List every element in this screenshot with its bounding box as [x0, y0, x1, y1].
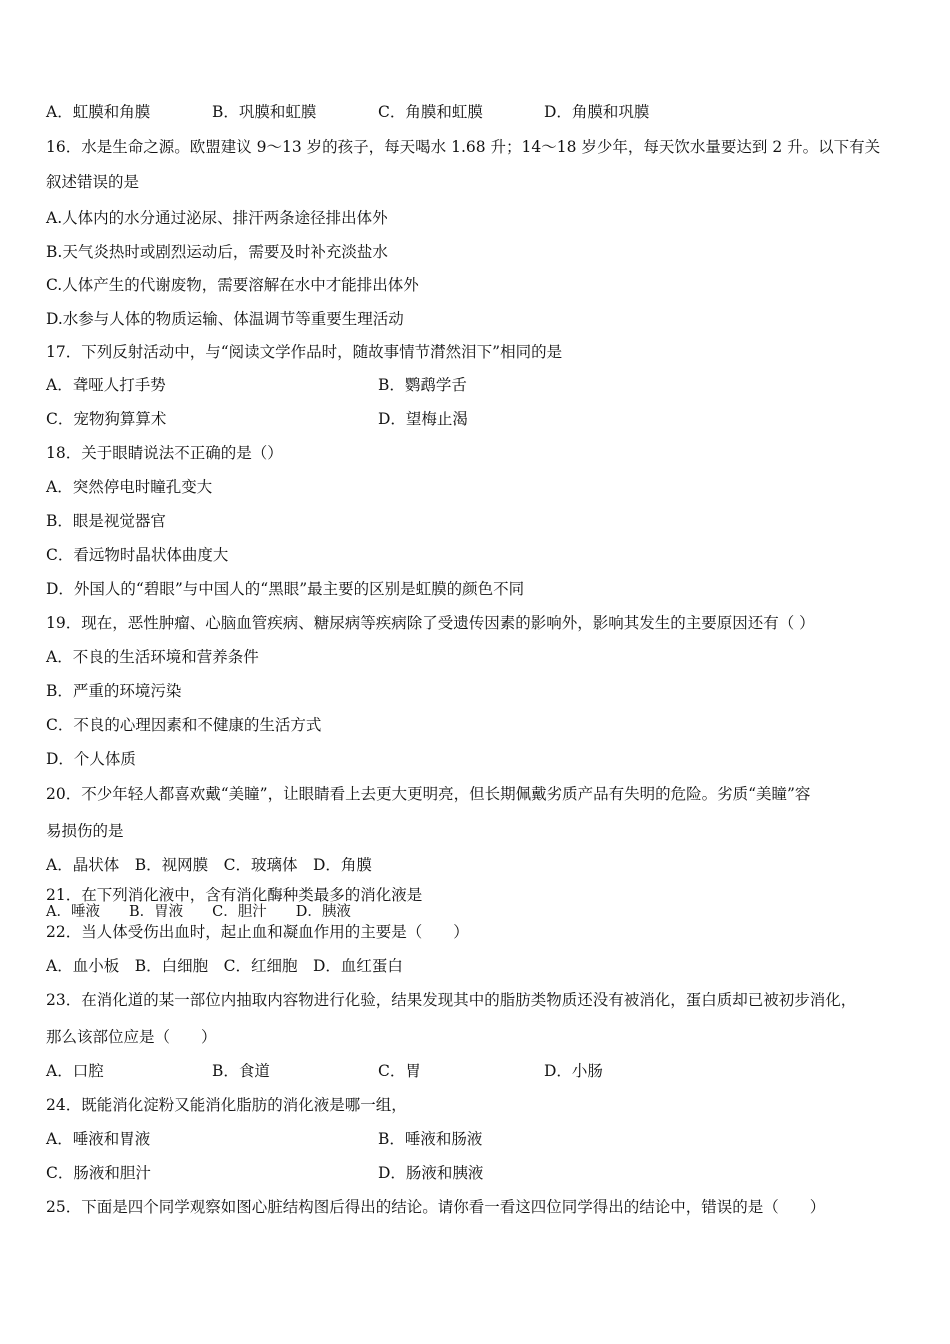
- q15-option-d: D．角膜和巩膜: [544, 103, 650, 121]
- q17-stem: 17．下列反射活动中，与“阅读文学作品时，随故事情节潸然泪下”相同的是: [46, 343, 563, 361]
- q23-stem-line1: 23．在消化道的某一部位内抽取内容物进行化验，结果发现其中的脂肪类物质还没有被消化，蛋白质却已被初步消化，: [46, 991, 857, 1009]
- q23-option-c: C．胃: [378, 1062, 421, 1080]
- q23-stem-line2: 那么该部位应是（ ）: [46, 1028, 217, 1046]
- q19-option-d: D．个人体质: [46, 750, 136, 768]
- q17-option-b: B．鹦鹉学舌: [378, 376, 467, 394]
- q15-option-b: B．巩膜和虹膜: [212, 103, 317, 121]
- q24-option-b: B．唾液和肠液: [378, 1130, 483, 1148]
- q23-option-a: A．口腔: [46, 1062, 104, 1080]
- q24-stem: 24．既能消化淀粉又能消化脂肪的消化液是哪一组，: [46, 1096, 407, 1114]
- q16-option-b: B.天气炎热时或剧烈运动后，需要及时补充淡盐水: [46, 243, 388, 261]
- q22-options: A．血小板 B．白细胞 C．红细胞 D．血红蛋白: [46, 957, 403, 975]
- q16-stem-line1: 16．水是生命之源。欧盟建议 9～13 岁的孩子，每天喝水 1.68 升；14～18 岁少年，每天饮水量要达到 2 升。以下有关: [46, 138, 881, 156]
- q25-stem: 25．下面是四个同学观察如图心脏结构图后得出的结论。请你看一看这四位同学得出的结论中，错误的是（ ）: [46, 1198, 826, 1216]
- q16-option-c: C.人体产生的代谢废物，需要溶解在水中才能排出体外: [46, 276, 419, 294]
- q18-option-a: A．突然停电时瞳孔变大: [46, 478, 213, 496]
- q16-stem-line2: 叙述错误的是: [46, 173, 140, 191]
- q18-option-d: D．外国人的“碧眼”与中国人的“黑眼”最主要的区别是虹膜的颜色不同: [46, 580, 525, 598]
- q23-option-d: D．小肠: [544, 1062, 603, 1080]
- q19-stem: 19．现在，恶性肿瘤、心脑血管疾病、糖尿病等疾病除了受遗传因素的影响外，影响其发生的主要原因还有（ ）: [46, 614, 815, 632]
- q21-options: A．唾液 B．胃液 C．胆汁 D．胰液: [46, 904, 351, 920]
- q20-options: A．晶状体 B．视网膜 C．玻璃体 D．角膜: [46, 856, 372, 874]
- q17-option-a: A．聋哑人打手势: [46, 376, 166, 394]
- q17-option-c: C．宠物狗算算术: [46, 410, 167, 428]
- q16-option-d: D.水参与人体的物质运输、体温调节等重要生理活动: [46, 310, 404, 328]
- q17-option-d: D．望梅止渴: [378, 410, 468, 428]
- q24-option-d: D．肠液和胰液: [378, 1164, 484, 1182]
- q21-stem: 21．在下列消化液中，含有消化酶种类最多的消化液是: [46, 886, 423, 904]
- q16-option-a: A.人体内的水分通过泌尿、排汗两条途径排出体外: [46, 209, 388, 227]
- q18-option-c: C．看远物时晶状体曲度大: [46, 546, 229, 564]
- q15-option-a: A．虹膜和角膜: [46, 103, 151, 121]
- q20-stem-line1: 20．不少年轻人都喜欢戴“美瞳”，让眼睛看上去更大更明亮，但长期佩戴劣质产品有失明的危险。劣质“美瞳”容: [46, 785, 811, 803]
- q19-option-c: C．不良的心理因素和不健康的生活方式: [46, 716, 322, 734]
- q20-stem-line2: 易损伤的是: [46, 822, 124, 840]
- q15-option-c: C．角膜和虹膜: [378, 103, 483, 121]
- q19-option-a: A．不良的生活环境和营养条件: [46, 648, 259, 666]
- q23-option-b: B．食道: [212, 1062, 270, 1080]
- q18-stem: 18．关于眼睛说法不正确的是（）: [46, 444, 283, 462]
- q18-option-b: B．眼是视觉器官: [46, 512, 166, 530]
- q19-option-b: B．严重的环境污染: [46, 682, 182, 700]
- q24-option-a: A．唾液和胃液: [46, 1130, 151, 1148]
- q24-option-c: C．肠液和胆汁: [46, 1164, 151, 1182]
- q22-stem: 22．当人体受伤出血时，起止血和凝血作用的主要是（ ）: [46, 923, 469, 941]
